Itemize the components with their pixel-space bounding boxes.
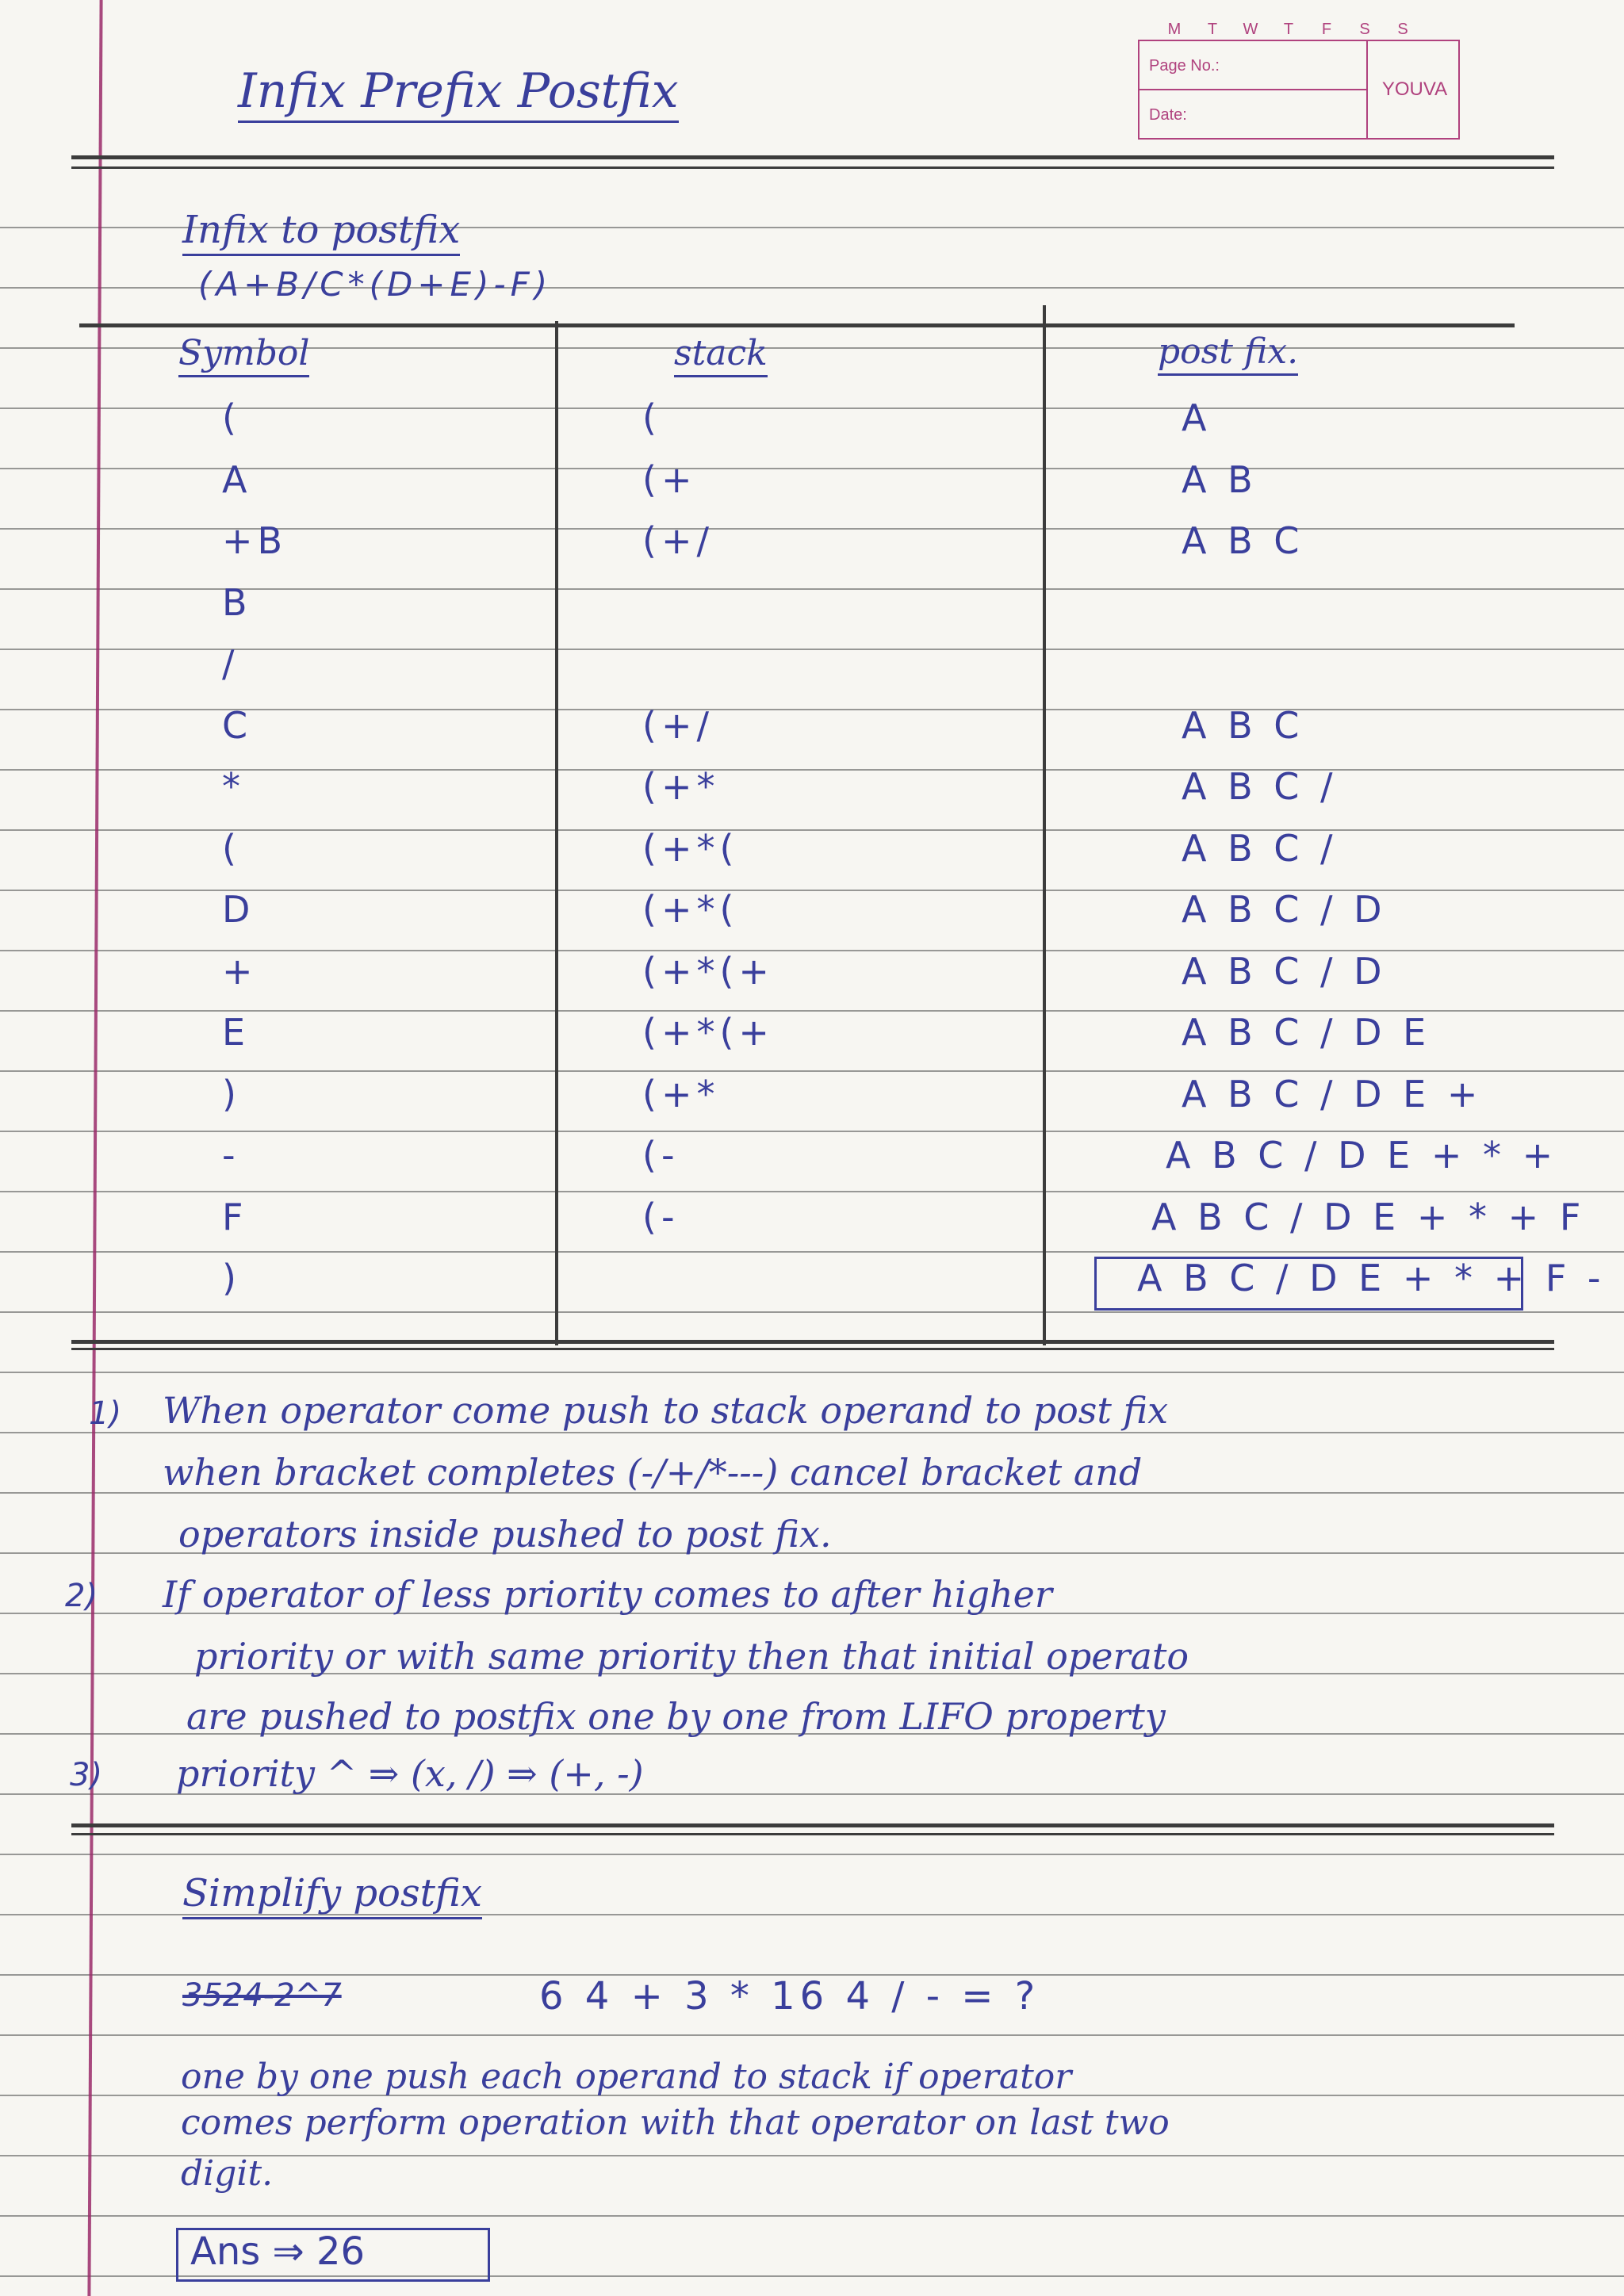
postfix-cell: A B C / D [1182,888,1387,931]
note-number: 3) [70,1757,103,1793]
section-divider [71,1833,1554,1835]
postfix-cell: A B C / [1182,765,1338,808]
note-line: are pushed to postfix one by one from LIFO property [186,1695,1166,1738]
ruled-line [0,1251,1624,1253]
ruled-line [0,1191,1624,1192]
ruled-line [0,829,1624,831]
postfix-expression: 6 4 + 3 * 16 4 / - = ? [539,1974,1040,2019]
symbol-cell: ( [222,826,241,870]
column-header-symbol: Symbol [178,333,309,377]
stack-cell: ( [642,396,661,439]
margin-line [87,0,102,2296]
date-label: Date: [1149,106,1187,124]
ruled-line [0,1854,1624,1855]
symbol-cell: * [222,765,245,808]
brand-label: YOUVA [1366,41,1461,138]
stack-cell: (+*( [642,826,739,870]
stack-cell: (+*(+ [642,949,774,993]
note-line: digit. [181,2153,274,2194]
symbol-cell: ( [222,396,241,439]
symbol-cell: + [222,949,258,993]
table-bottom-border [71,1340,1554,1344]
symbol-cell: F [222,1195,248,1238]
symbol-cell: ) [222,1257,241,1299]
table-bottom-border [71,1348,1554,1350]
stack-cell: (+*(+ [642,1011,774,1054]
section-divider [71,1823,1554,1827]
final-postfix-box [1094,1257,1523,1311]
note-number: 1) [89,1395,122,1432]
symbol-cell: D [222,888,255,931]
postfix-cell: A B C [1182,519,1304,562]
postfix-cell: A B C / D E + [1182,1072,1483,1115]
postfix-cell: A [1182,396,1212,439]
postfix-cell: A B C / D E + * + F - [1137,1257,1606,1299]
postfix-cell: A B C / [1182,826,1338,870]
postfix-cell: A B C / D E [1182,1011,1431,1054]
ruled-line [0,649,1624,650]
day-label: T [1207,21,1220,38]
note-line: operators inside pushed to post fix. [178,1513,832,1556]
header-divider [71,155,1554,159]
ruled-line [0,1432,1624,1433]
header-divider [71,166,1554,169]
note-line: priority ^ ⇒ (x, /) ⇒ (+, -) [176,1752,644,1795]
note-line: When operator come push to stack operand to post fix [163,1389,1169,1432]
stack-cell: (+/ [642,519,714,562]
day-label: M [1167,21,1183,38]
note-line: one by one push each operand to stack if operator [181,2057,1072,2097]
section-heading: Infix to postfix [182,208,460,256]
note-line: comes perform operation with that operator on last two [181,2103,1170,2143]
ruled-line [0,2034,1624,2036]
column-header-postfix: post fix. [1158,331,1298,376]
day-label: S [1359,21,1372,38]
table-column-divider [555,321,558,1345]
ruled-line [0,2215,1624,2217]
stack-cell: (- [642,1195,680,1238]
ruled-line [0,1311,1624,1313]
note-line: priority or with same priority then that initial operato [194,1635,1189,1678]
table-top-border [79,323,1515,327]
symbol-cell: - [222,1134,240,1177]
stack-cell: (+* [642,1072,720,1115]
weekday-strip [1156,21,1423,39]
postfix-cell: A B [1182,457,1258,501]
symbol-cell: ) [222,1072,241,1115]
day-label: W [1243,21,1260,38]
infix-expression: (A+B/C*(D+E)-F) [198,265,553,304]
postfix-cell: A B C [1182,703,1304,747]
stack-cell: (- [642,1134,680,1177]
page-no-label: Page No.: [1139,41,1366,90]
symbol-cell: E [222,1011,251,1054]
ruled-line [0,408,1624,409]
ruled-line [0,1372,1624,1373]
postfix-cell: A B C / D E + * + F [1151,1195,1586,1238]
day-label: S [1397,21,1410,38]
table-column-divider [1043,305,1046,1345]
stack-cell: (+/ [642,703,714,747]
answer: Ans ⇒ 26 [190,2229,366,2274]
ruled-line [0,1131,1624,1132]
section-heading: Simplify postfix [182,1871,482,1919]
stack-cell: (+ [642,457,697,501]
symbol-cell: / [222,642,239,685]
postfix-cell: A B C / D [1182,949,1387,993]
note-number: 2) [65,1578,98,1614]
struck-out-text: 3524-2^7 [182,1977,342,2014]
symbol-cell: +B [222,519,288,562]
postfix-cell: A B C / D E + * + [1166,1134,1558,1177]
stack-cell: (+* [642,765,720,808]
day-label: F [1321,21,1334,38]
page-info-box [1138,40,1460,140]
stack-cell: (+*( [642,888,739,931]
note-line: If operator of less priority comes to after higher [163,1573,1052,1616]
column-header-stack: stack [674,333,768,377]
note-line: when bracket completes (-/+/*---) cancel bracket and [163,1451,1143,1494]
symbol-cell: B [222,580,252,624]
day-label: T [1283,21,1296,38]
symbol-cell: A [222,457,252,501]
page-title: Infix Prefix Postfix [238,63,679,123]
symbol-cell: C [222,703,253,747]
